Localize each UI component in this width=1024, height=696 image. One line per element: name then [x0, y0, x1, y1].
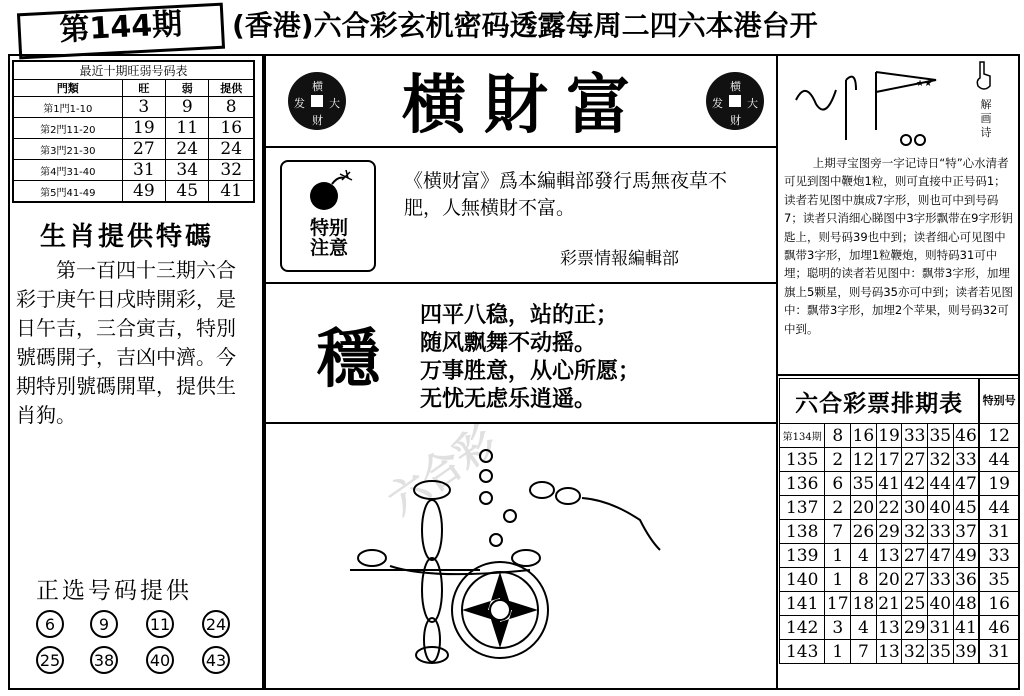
col-header: 旺	[122, 80, 165, 97]
poem	[420, 302, 640, 414]
schedule-title: 六合彩票排期表	[780, 379, 980, 424]
number-cell: 47	[953, 472, 979, 496]
number-cell: 37	[953, 520, 979, 544]
number-cell: 29	[878, 521, 900, 542]
cell: 27	[122, 139, 165, 160]
number-cell: 12	[852, 449, 875, 470]
number-cell: 18	[852, 593, 875, 614]
number-cell: 16	[852, 425, 875, 446]
number-cell: 4	[851, 616, 877, 640]
number-cell: 49	[953, 544, 979, 568]
special-cell: 31	[979, 520, 1018, 544]
number-cell: 42	[903, 473, 926, 494]
special-cell: 16	[979, 592, 1018, 616]
hot-cold-table	[12, 60, 255, 203]
number-cell: 39	[953, 640, 979, 664]
pointing-hand-icon	[974, 60, 996, 94]
pick-ball: 43	[202, 646, 230, 674]
number-cell: 35	[929, 641, 952, 662]
poem-line: 无忧无虑乐逍遥。	[420, 387, 597, 412]
cell: 11	[166, 118, 209, 139]
number-cell: 41	[953, 616, 979, 640]
number-cell: 48	[953, 592, 979, 616]
issue-cell: 138	[780, 520, 825, 544]
cell: 49	[122, 181, 165, 203]
number-cell: 2	[825, 496, 851, 520]
row-label: 第3門21-30	[13, 139, 122, 160]
cell: 19	[122, 118, 165, 139]
row-label: 第5門41-49	[13, 181, 122, 203]
schedule-table	[779, 378, 1019, 664]
issue-cell: 142	[780, 616, 825, 640]
number-cell: 6	[825, 472, 851, 496]
number-cell: 31	[929, 617, 952, 638]
table-row	[13, 97, 254, 118]
special-cell: 44	[979, 448, 1018, 472]
number-cell: 27	[903, 569, 926, 590]
poem-line: 四平八稳，站的正；	[420, 303, 619, 328]
table-row	[13, 181, 254, 203]
number-cell: 2	[825, 448, 851, 472]
schedule-row	[780, 448, 1019, 472]
special-cell: 12	[979, 424, 1018, 448]
coin-char: 大	[747, 97, 758, 110]
schedule-row	[780, 424, 1019, 448]
table-row	[13, 118, 254, 139]
page-title: (香港)六合彩玄机密码透露每周二四六本港台开	[232, 9, 818, 42]
pick-ball: 9	[90, 610, 118, 638]
number-cell: 35	[852, 473, 875, 494]
special-cell: 33	[979, 544, 1018, 568]
riddle-text: 上期寻宝图旁一字记诗日“特”心水清者可见到图中鞭炮1粒，则可直接中正号码1；读者若见图中旗成7字形，则也可中到号码7；读者只消细心睇图中3字形飘带在9字形钥匙上，则号码39也中到；读者细心可见图中飘带3字形，加埋1粒鞭炮，则特码31可中埋；聪明的读者若见图中：飘带3字形，加埋旗上5颗星，则号码35亦可中到；读者若见图中：飘带3字形，加埋2个苹果，则号码32可中到。	[784, 156, 1013, 336]
cell: 8	[209, 97, 254, 118]
notice-text: 《横财富》爲本編輯部發行馬無夜草不肥，人無横財不富。	[404, 170, 728, 219]
number-cell: 1	[825, 568, 851, 592]
special-cell: 44	[979, 496, 1018, 520]
number-cell: 33	[903, 425, 926, 446]
special-cell: 46	[979, 616, 1018, 640]
coin-char: 大	[329, 97, 340, 110]
number-cell: 41	[878, 473, 900, 494]
cell: 32	[209, 160, 254, 181]
number-cell: 35	[929, 425, 952, 446]
number-cell: 20	[878, 569, 900, 590]
number-cell: 4	[851, 544, 877, 568]
poem-line: 万事胜意，从心所愿；	[420, 359, 641, 384]
number-cell: 7	[851, 640, 877, 664]
number-cell: 33	[929, 521, 952, 542]
number-cell: 46	[953, 424, 979, 448]
coin-char: 财	[312, 114, 323, 127]
number-cell: 32	[929, 449, 952, 470]
pick-ball: 25	[36, 646, 64, 674]
number-cell: 17	[878, 449, 900, 470]
notice-label-line: 注意	[309, 237, 348, 259]
pick-ball: 24	[202, 610, 230, 638]
notice-label-line: 特别	[309, 217, 348, 239]
schedule-row	[780, 544, 1019, 568]
number-cell: 29	[903, 617, 926, 638]
number-cell: 33	[953, 448, 979, 472]
number-cell: 27	[903, 545, 926, 566]
number-cell: 19	[878, 425, 900, 446]
issue-number: 第144期	[17, 3, 225, 60]
row-label: 第2門11-20	[13, 118, 122, 139]
pick-ball: 6	[36, 610, 64, 638]
number-cell: 3	[825, 616, 851, 640]
bomb-icon	[304, 166, 356, 214]
cell: 9	[166, 97, 209, 118]
cell: 41	[209, 181, 254, 203]
number-cell: 13	[878, 617, 900, 638]
pick-ball: 11	[146, 610, 174, 638]
number-cell: 44	[929, 473, 952, 494]
special-cell: 35	[979, 568, 1018, 592]
special-cell: 19	[979, 472, 1018, 496]
issue-cell: 136	[780, 472, 825, 496]
riddle-label: 解画诗	[980, 98, 992, 139]
number-cell: 27	[903, 449, 926, 470]
cell: 34	[166, 160, 209, 181]
brand-title: 横財富	[402, 68, 648, 143]
coin-char: 发	[712, 97, 723, 110]
issue-cell: 139	[780, 544, 825, 568]
number-cell: 32	[903, 521, 926, 542]
coin-char: 财	[730, 114, 741, 127]
cell: 16	[209, 118, 254, 139]
coin-icon-right	[706, 72, 764, 130]
col-header: 弱	[166, 80, 209, 97]
table-row	[13, 139, 254, 160]
poem-line: 随风飘舞不动摇。	[420, 331, 597, 356]
issue-cell: 135	[780, 448, 825, 472]
number-cell: 8	[825, 424, 851, 448]
cell: 3	[122, 97, 165, 118]
cell: 24	[166, 139, 209, 160]
issue-cell: 137	[780, 496, 825, 520]
notice-label	[288, 218, 370, 258]
number-cell: 21	[878, 593, 900, 614]
number-cell: 45	[953, 496, 979, 520]
coin-icon-left	[288, 72, 346, 130]
schedule-row	[780, 472, 1019, 496]
coin-char: 横	[730, 80, 741, 93]
number-cell: 1	[825, 640, 851, 664]
col-header: 門類	[13, 80, 122, 97]
pick-ball: 38	[90, 646, 118, 674]
schedule-row	[780, 496, 1019, 520]
number-cell: 8	[851, 568, 877, 592]
cell: 24	[209, 139, 254, 160]
zodiac-title: 生肖提供特碼	[40, 222, 215, 252]
number-cell: 32	[903, 641, 926, 662]
schedule-row	[780, 520, 1019, 544]
issue-cell: 第134期	[780, 424, 825, 448]
number-cell: 47	[929, 545, 952, 566]
watermark: 六合彩	[379, 418, 505, 525]
schedule-row	[780, 592, 1019, 616]
cell: 45	[166, 181, 209, 203]
notice-signature: 彩票情報編輯部	[560, 249, 679, 269]
number-cell: 25	[903, 593, 926, 614]
schedule-row	[780, 640, 1019, 664]
number-cell: 40	[929, 497, 952, 518]
number-cell: 30	[903, 497, 926, 518]
schedule-row	[780, 568, 1019, 592]
col-header: 提供	[209, 80, 254, 97]
zodiac-text: 第一百四十三期六合彩于庚午日戌時開彩，是日午吉，三合寅吉，特別號碼開子，吉凶中濟。今期特別號碼開單，提供生肖狗。	[16, 258, 236, 427]
coin-char: 发	[294, 97, 305, 110]
row-label: 第1門1-10	[13, 97, 122, 118]
number-cell: 7	[825, 520, 851, 544]
hot-cold-caption: 最近十期旺弱号码表	[13, 61, 254, 80]
number-cell: 13	[878, 641, 900, 662]
cell: 31	[122, 160, 165, 181]
number-cell: 26	[852, 521, 875, 542]
schedule-row	[780, 616, 1019, 640]
svg-text:★★: ★★	[916, 79, 933, 89]
number-cell: 40	[929, 593, 952, 614]
issue-cell: 143	[780, 640, 825, 664]
number-cell: 17	[826, 593, 849, 614]
row-label: 第4門31-40	[13, 160, 122, 181]
poem-char: 穩	[316, 322, 380, 397]
special-cell: 31	[979, 640, 1018, 664]
number-cell: 22	[878, 497, 900, 518]
number-cell: 33	[929, 569, 952, 590]
issue-cell: 140	[780, 568, 825, 592]
number-cell: 1	[825, 544, 851, 568]
pick-ball: 40	[146, 646, 174, 674]
number-cell: 13	[878, 545, 900, 566]
picks-title: 正选号码提供	[36, 578, 192, 604]
special-header: 特别号	[979, 379, 1018, 424]
table-row	[13, 160, 254, 181]
riddle-illustration	[786, 60, 966, 148]
issue-cell: 141	[780, 592, 825, 616]
coin-char: 横	[312, 80, 323, 93]
number-cell: 36	[953, 568, 979, 592]
number-cell: 20	[852, 497, 875, 518]
